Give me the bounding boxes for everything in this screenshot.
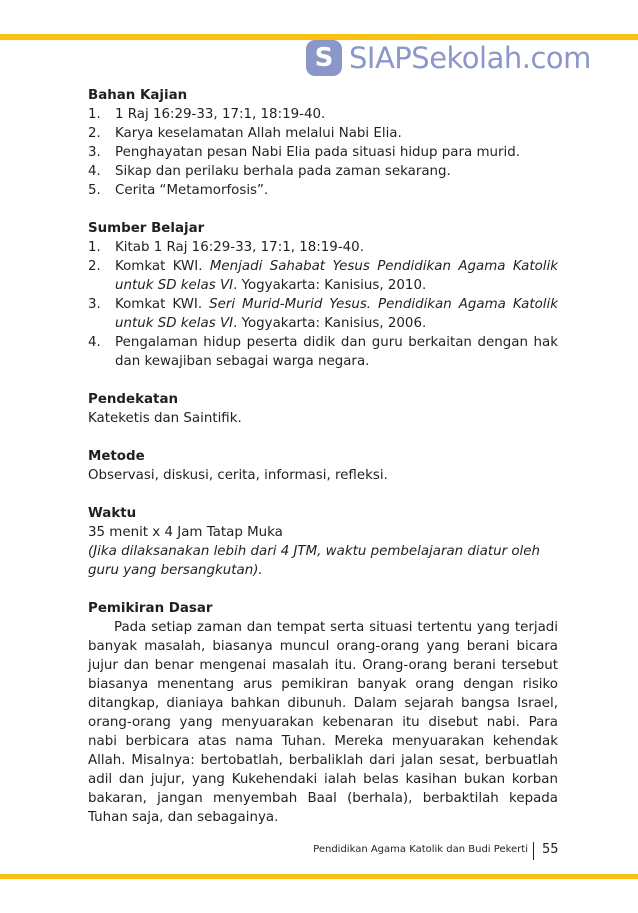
list-item: 4. Pengalaman hidup peserta didik dan guru berkaitan dengan hak dan kewajiban sebagai warga negara.: [88, 335, 558, 369]
list-item: 4. Sikap dan perilaku berhala pada zaman sekarang.: [88, 164, 451, 179]
waktu-text: 35 menit x 4 Jam Tatap Muka: [88, 525, 283, 540]
heading-sumber-belajar: Sumber Belajar: [88, 221, 205, 236]
section-pendekatan: [88, 390, 558, 428]
logo-badge: S: [306, 40, 342, 76]
pendekatan-text: Kateketis dan Saintifik.: [88, 411, 242, 426]
bottom-accent-bar: [0, 874, 638, 879]
footer-divider: [533, 842, 534, 860]
list-item: 1. Kitab 1 Raj 16:29-33, 17:1, 18:19-40.: [88, 240, 364, 255]
list-bahan-kajian: [88, 105, 558, 200]
list-item: 3. Penghayatan pesan Nabi Elia pada situasi hidup para murid.: [88, 145, 520, 160]
list-item: 2. Komkat KWI. Menjadi Sahabat Yesus Pendidikan Agama Katolik untuk SD kelas VI. Yogyakarta: Kanisius, 2010.: [88, 259, 558, 293]
list-sumber-belajar: [88, 238, 558, 371]
footer-book-title: Pendidikan Agama Katolik dan Budi Pekerti: [313, 844, 528, 855]
waktu-note: (Jika dilaksanakan lebih dari 4 JTM, waktu pembelajaran diatur oleh guru yang bersangkutan).: [88, 544, 540, 578]
heading-metode: Metode: [88, 449, 145, 464]
heading-bahan-kajian: Bahan Kajian: [88, 88, 188, 103]
page-number: 55: [542, 842, 559, 857]
list-item: 1. 1 Raj 16:29-33, 17:1, 18:19-40.: [88, 107, 326, 122]
section-waktu: [88, 504, 558, 580]
page-content: [88, 86, 558, 846]
heading-pemikiran-dasar: Pemikiran Dasar: [88, 601, 213, 616]
list-item: 5. Cerita “Metamorfosis”.: [88, 183, 269, 198]
section-pemikiran-dasar: [88, 599, 558, 827]
logo-text: SIAPSekolah.com: [349, 41, 591, 75]
heading-pendekatan: Pendekatan: [88, 392, 179, 407]
page-footer: [0, 842, 638, 862]
heading-waktu: Waktu: [88, 506, 137, 521]
list-item: 3. Komkat KWI. Seri Murid-Murid Yesus. Pendidikan Agama Katolik untuk SD kelas VI. Yogyakarta: Kanisius, 2006.: [88, 297, 558, 331]
pemikiran-dasar-paragraph: Pada setiap zaman dan tempat serta situasi tertentu yang terjadi banyak masalah, biasanya muncul orang-orang yang berani bicara jujur dan benar mengenai masalah itu. Orang-orang berani tersebut biasanya menentang arus pemikiran banyak orang dengan risiko ditangkap, dianiaya bahkan dibunuh. Dalam sejarah bangsa Israel, orang-orang yang menyuarakan kebenaran itu disebut nabi. Para nabi berbicara atas nama Tuhan. Mereka menyuarakan kehendak Allah. Misalnya: bertobatlah, berbaliklah dari jalan sesat, berbuatlah adil dan jujur, yang Kukehendaki ialah belas kasihan bukan korban bakaran, jangan menyembah Baal (berhala), berbaktilah kepada Tuhan saja, dan sebagainya.: [88, 620, 558, 825]
section-metode: [88, 447, 558, 485]
metode-text: Observasi, diskusi, cerita, informasi, refleksi.: [88, 468, 388, 483]
siapsekolah-logo: [306, 36, 591, 80]
section-bahan-kajian: [88, 86, 558, 200]
list-item: 2. Karya keselamatan Allah melalui Nabi Elia.: [88, 126, 402, 141]
section-sumber-belajar: [88, 219, 558, 371]
